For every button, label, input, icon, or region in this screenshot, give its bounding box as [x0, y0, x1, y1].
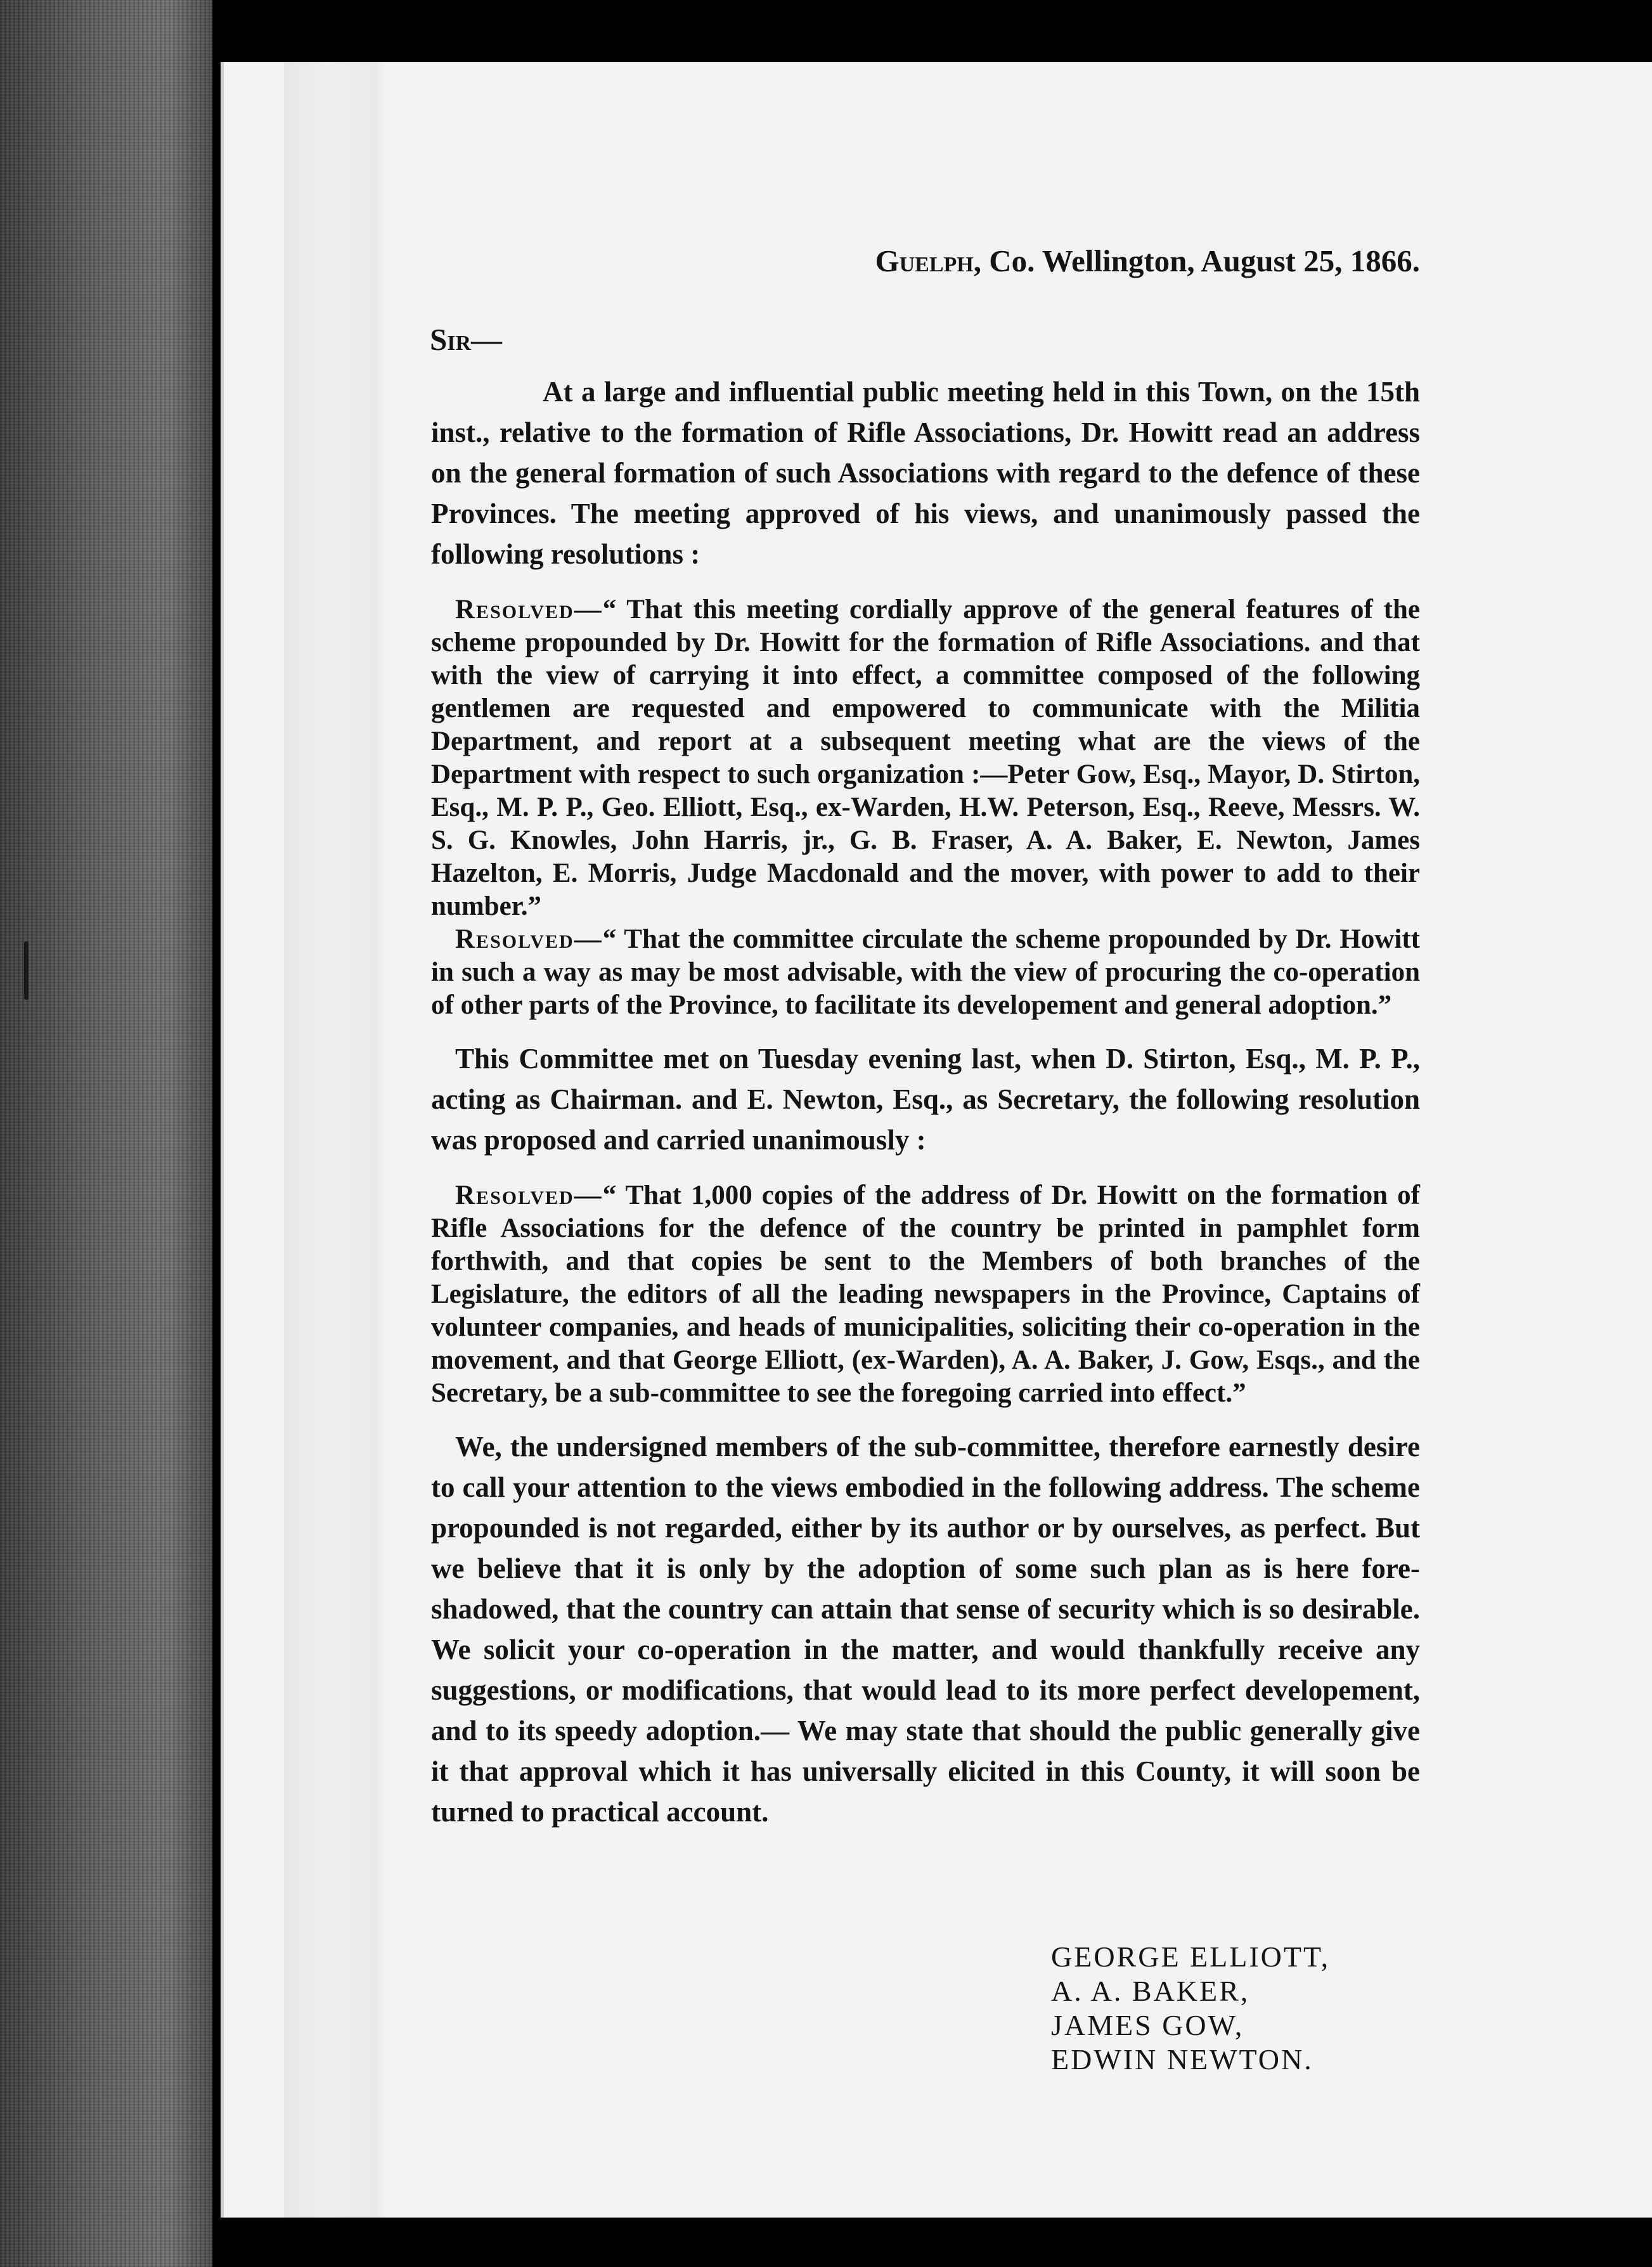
dateline-town: Guelph [875, 243, 974, 278]
binding-mark [24, 941, 29, 1000]
resolution-one-text: “ That this meeting cordially approve of the general features of the scheme propounded by Dr. Howitt for the formation of Rifle Associations. and that with the view of carrying it into effect, a committee composed of the following gentlemen are requested and empowered to communicate with the Militia Department, and report at a subsequent meeting what are the views of the Department with respect to such organization :—Peter Gow, Esq., Mayor, D. Stirton, Esq., M. P. P., Geo. Elliott, Esq., ex-Warden, H.W. Peterson, Esq., Reeve, Messrs. W. S. G. Knowles, John Harris, jr., G. B. Fraser, A. A. Baker, E. Newton, James Hazelton, E. Morris, Judge Macdonald and the mover, with power to add to their number.” [431, 595, 1420, 921]
resolution-two-text: “ That the committee circulate the scheme propounded by Dr. Howitt in such a way as may be most advisable, with the view of procuring the co-operation of other parts of the Province, to facilitate its developement and general adoption.” [431, 924, 1420, 1020]
resolution-one [431, 593, 1420, 923]
resolution-three [431, 1179, 1420, 1410]
signature-elliott: GEORGE ELLIOTT, [1051, 1941, 1331, 1973]
resolved-label: Resolved— [455, 595, 603, 624]
signature-baker: A. A. BAKER, [1051, 1975, 1250, 2007]
resolved-label: Resolved— [455, 924, 603, 954]
resolved-label: Resolved— [455, 1180, 603, 1210]
resolution-two [431, 923, 1420, 1022]
intro-paragraph: At a large and influential public meeting held in this Town, on the 15th inst., relative to the formation of Rifle Associations, Dr. Howitt read an address on the general formation of such Associations with regard to the defence of these Provinces. The meeting approved of his views, and unanimously passed the following resolutions : [431, 376, 1420, 570]
dateline-rest: , Co. Wellington, August 25, 1866. [973, 243, 1420, 278]
signature-newton: EDWIN NEWTON. [1051, 2043, 1313, 2076]
appeal-paragraph: We, the undersigned members of the sub-committee, therefore earnestly desire to call your attention to the views embodied in the following address. The scheme propounded is not regarded, either by its author or by ourselves, as perfect. But we believe that it is only by the adoption of some such plan as is here fore-shadowed, that the country can attain that sense of security which is so desirable. We solicit your co-operation in the matter, and would thankfully receive any suggestions, or modifications, that would lead to its more perfect developement, and to its speedy adoption.— We may state that should the public generally give it that approval which it has universally elicited in this County, it will soon be turned to practical account. [431, 1431, 1420, 1828]
book-binding [0, 0, 212, 2267]
page-fold-shadow [284, 62, 385, 2218]
signature-block [1051, 1940, 1330, 2077]
salutation: Sir— [430, 322, 503, 357]
signature-gow: JAMES GOW, [1051, 2009, 1244, 2041]
resolution-three-text: “ That 1,000 copies of the address of Dr. Howitt on the formation of Rifle Associations for the defence of the country be printed in pamphlet form forthwith, and that copies be sent to the Members of both branches of the Legislature, the editors of all the leading newspapers in the Province, Captains of volunteer companies, and heads of municipalities, soliciting their co-operation in the movement, and that George Elliott, (ex-Warden), A. A. Baker, J. Gow, Esqs., and the Secretary, be a sub-committee to see the foregoing carried into effect.” [431, 1180, 1420, 1408]
letter-body [431, 241, 1420, 1832]
committee-paragraph: This Committee met on Tuesday evening last, when D. Stirton, Esq., M. P. P., acting as Chairman. and E. Newton, Esq., as Secretary, the following resolution was proposed and carried unanimously : [431, 1043, 1420, 1156]
dateline [431, 241, 1420, 281]
